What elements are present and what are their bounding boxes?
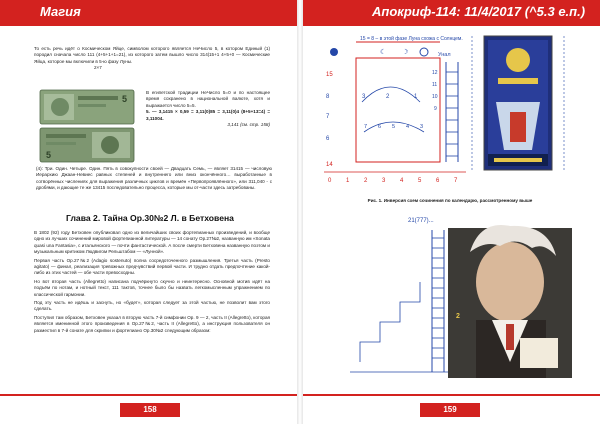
moon-crescent-icon: ☽ [402,49,409,56]
calendar-diagram [320,32,580,190]
lower-right-label: 2 [456,313,460,320]
side-note [146,90,270,128]
right-footer-bar [300,394,600,424]
left-page-number: 158 [120,403,180,417]
diagram-number: 11 [432,82,438,88]
right-page-number: 159 [420,403,480,417]
diagram-number: 1 [346,178,350,184]
diagram-number: 15 [326,72,333,78]
diagram-number: 2 [386,94,390,100]
diagram-number: 4 [406,124,410,130]
side-note-line-3: 3,141 (см. стр. 158) [227,122,270,128]
right-page [300,0,600,424]
intro-text: То есть речь идёт о Космическом Яйце, символом которого является НеЧисло 5, в котором Единый (1) породил сначала число 111 (4+5+1+1=21), из которого затем вышло число 314|15+1 4+5+0 — Космические Яйца, которое мы включили в 5-ю фазу Луны. [34,46,270,64]
diagram-number: 6 [436,178,440,184]
diagram-number: 8 [326,94,330,100]
beethoven-diagram [320,212,580,392]
body-paragraph-3: Но вот вторая часть (Allegretto) написана подчёркнуто скучно и неинтересно. Основной мотив идёт на подъём по нотам, и нотный текст, 111 тактов, точнее было бы назвать легкомысленным упражнением по классической гармонии. [34,278,270,297]
banknote-denomination-top: 5 [122,94,128,104]
sun-icon [420,48,428,56]
diagram-number: 7 [326,114,330,120]
intro-formula: 2×7 [94,65,102,71]
chapter-title: Глава 2. Тайна Ор.30№2 Л. в Бетховена [66,213,234,223]
diagram-top-label: 15 = 8 – в этой фазе Луна схожа с Солнцем. [360,36,463,42]
left-header-title: Магия [40,4,81,19]
diagram-number: 6 [326,136,330,142]
diagram-number: 7 [454,178,458,184]
diagram-number: 0 [328,178,332,184]
left-header-bar [0,0,300,26]
body-paragraph-2: Первая часть Op.27№2 (Adagio sostenuto) полна сосредоточенного размышления. Третья часть (Presto agitato) — финал, реализация тревожных предчувствий первой части. И трудно отдать предпочтение какой-либо из этих частей — обе части превосходны. [34,257,270,276]
side-note-line-1: В египетской традиции НеЧисло 5=0 и по настоящее время сохранено в национальной валюте, хотя и выражается число 5=5. [146,90,270,108]
diagram-caption: Рис. 1. Инверсия схем сочинения по календарю, рассмотренному выше [367,198,533,203]
diagram-number: 4 [400,178,404,184]
body-paragraph-4: Под эту часть не идёшь и заснуть, но «будет», которая следует за этой частью, не позволит вам этого сделать. [34,300,270,312]
left-footer-bar [0,394,300,424]
hierarchy-paragraph [36,166,272,192]
diagram-number: 3 [420,124,424,130]
intro-paragraph [34,46,270,72]
side-note-line-2: 5. — 3,1415 × 0,59 = 3,11(0)85 = 3,11(0)4 (8+5+13=4) = 3,11004. [146,109,270,121]
diagram-number: 6 [378,124,382,130]
chapter-body [34,230,270,334]
hierarchy-text: (4): Три. Один. Четыре. Один. Пять в совокупности своей — Двадцать Семь, — являет 31415 — числовую Иерархию Джаан-Невиес равных степеней и внутреннего или вниз окончённого… выработанные в сотворённых числениях для выражения различных циклов и времён «Первопроявлённого», или 311,040 - с дробями, и дающие те же 13415 последовательно процесса, которые мы от-части здесь затребованы. [36,166,272,191]
tarot-card-image [484,36,552,170]
moon-icon [330,48,338,56]
diagram-number: 5 [418,178,422,184]
right-header-bar [300,0,600,26]
diagram-number: 10 [432,94,438,100]
diagram-number: 7 [364,124,368,130]
banknote-denomination-bottom: 5 [46,150,52,160]
lower-top-label: 21(777)... [408,218,434,224]
banknote-image [36,88,138,164]
diagram-unal-label: Унал [438,52,451,58]
diagram-number: 3 [382,178,386,184]
diagram-number: 9 [434,106,437,112]
body-paragraph-5: Поступил там образом, Бетховен указал в вторую часть 7-й симфонии Op. 9 — 2, часть II (Allegretto), которая является именинной этого произведения в Op.27№2, часть II (Allegretto), а инструкция пользователя он разместил в 7-й сонате для скрипки и фортепиано Op.30№2 следующим образом: [34,314,270,333]
diagram-number: 12 [432,70,438,76]
beethoven-portrait [448,225,572,378]
diagram-number: 3 [362,94,366,100]
moon-phase-icon: ☾ [380,49,387,56]
right-header-title: Апокриф-114: 11/4/2017 (^5.3 е.п.) [372,4,586,19]
diagram-number: 14 [326,162,333,168]
body-paragraph-1: В 1802 (92) году Бетховен опубликовал одно из величайших своих фортепианных произведений, и вообще одно из лучших сочинений мировой фортепианной литературы — 14 сонату Op.27№2, названную им «Sonata quasi una Fantasia», с итальянского — почти фантастической. А после смерти Бетховена названную поэтом и музыкальным критиком Людвигом Рельштабом — «Лунной». [34,230,270,255]
book-spine [297,0,303,424]
diagram-number: 1 [414,94,418,100]
diagram-number: 5 [392,124,396,130]
diagram-number: 2 [364,178,368,184]
